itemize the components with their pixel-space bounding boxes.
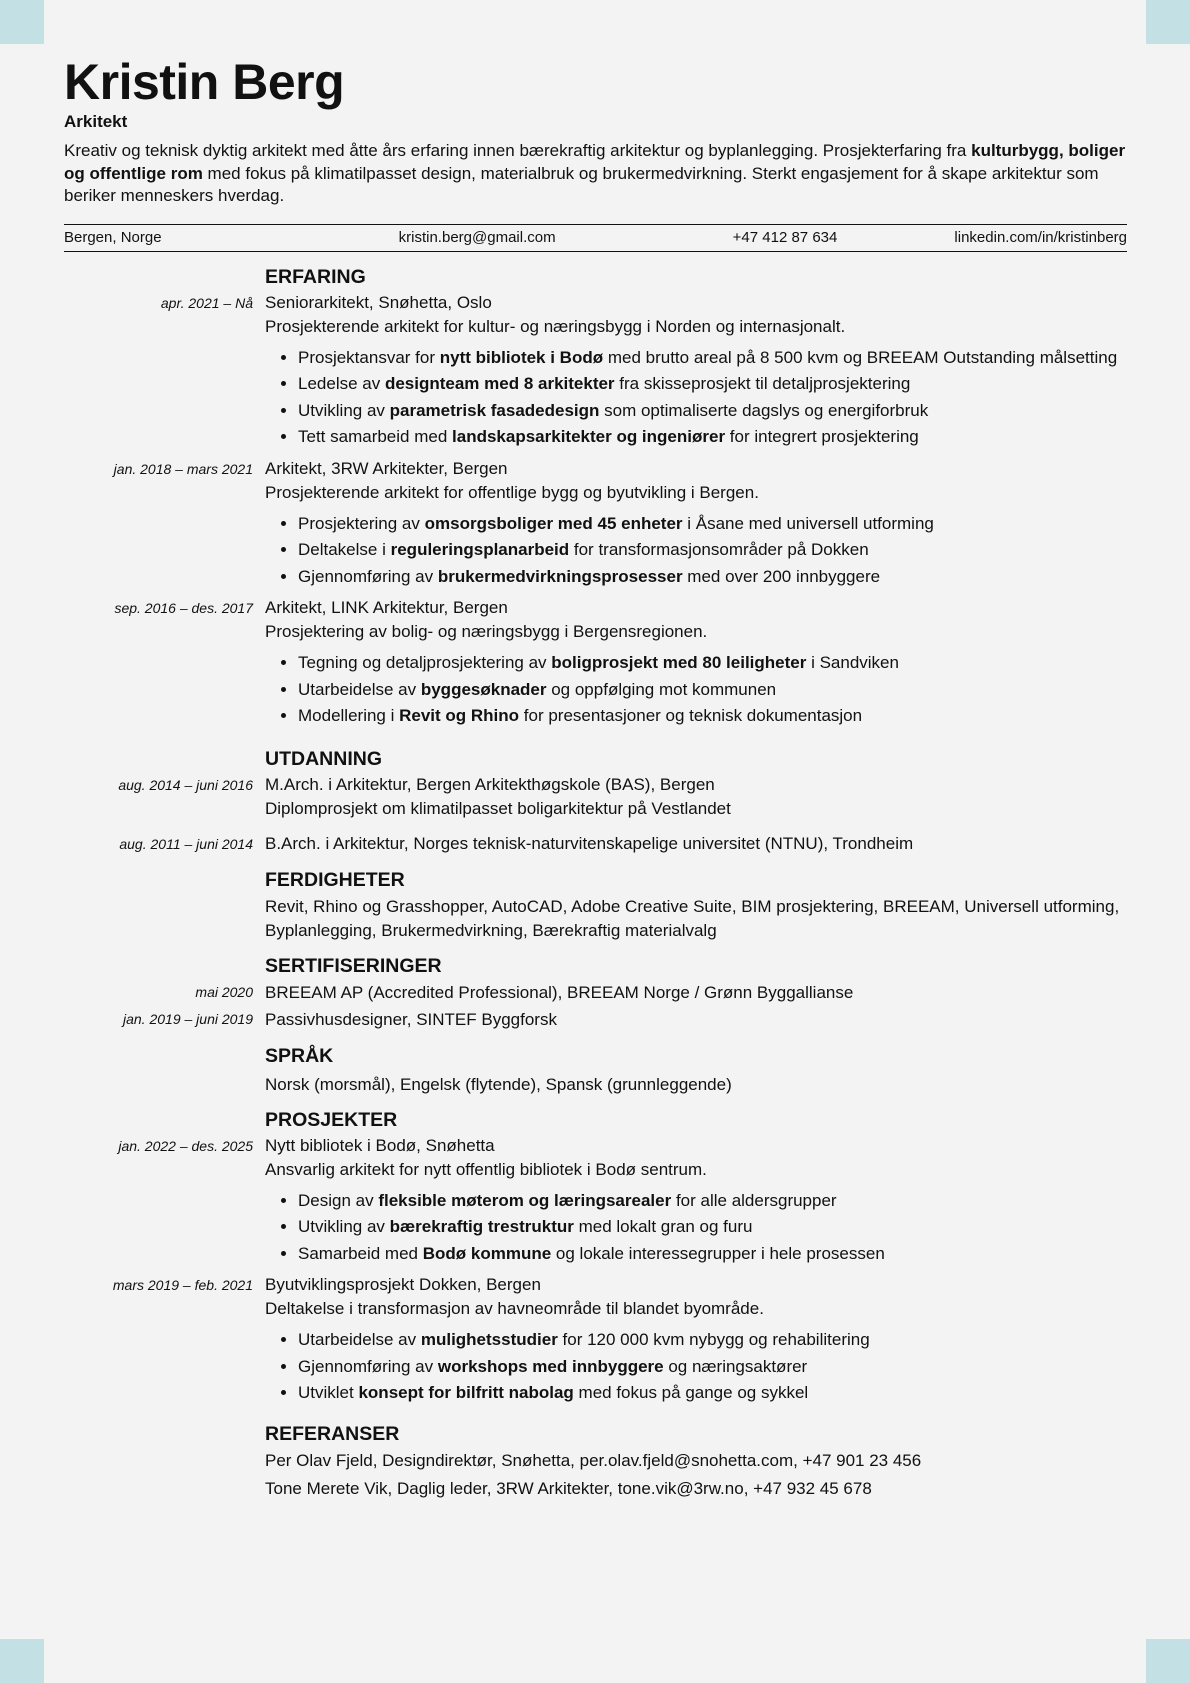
skills-list: Revit, Rhino og Grasshopper, AutoCAD, Adobe Creative Suite, BIM prosjektering, BREEAM, Universell utforming, Byplanlegging, Brukermedvirkning, Bærekraftig materialvalg — [265, 896, 1120, 940]
section-title: UTDANNING — [265, 747, 382, 770]
reference-item: Per Olav Fjeld, Designdirektør, Snøhetta, per.olav.fjeld@snohetta.com, +47 901 23 456 — [265, 1450, 922, 1470]
candidate-name: Kristin Berg — [64, 54, 345, 110]
entry-date: sep. 2016 – des. 2017 — [114, 600, 253, 616]
entry-heading: B.Arch. i Arkitektur, Norges teknisk-naturvitenskapelige universitet (NTNU), Trondheim — [265, 833, 914, 853]
contact-phone[interactable]: +47 412 87 634 — [732, 228, 838, 246]
bullet-highlight: parametrisk fasadedesign — [389, 400, 600, 420]
reference-item: Tone Merete Vik, Daglig leder, 3RW Arkitekter, tone.vik@3rw.no, +47 932 45 678 — [265, 1478, 872, 1498]
entry-date: aug. 2011 – juni 2014 — [119, 835, 253, 852]
entry-date: apr. 2021 – Nå — [160, 294, 253, 311]
bullet-highlight: bærekraftig trestruktur — [389, 1217, 574, 1236]
entry-description: Prosjektering av bolig- og næringsbygg i Bergensregionen. — [265, 622, 708, 641]
certification-entry — [64, 1006, 1127, 1033]
bullet-text: for transformasjonsområder på Dokken — [569, 540, 869, 559]
bullet-list — [265, 1327, 1127, 1407]
bullet-text: og næringsaktører — [663, 1356, 808, 1376]
certification-entry — [64, 979, 1127, 1006]
bullet-text: med lokalt gran og furu — [573, 1217, 753, 1236]
entry — [64, 1133, 1127, 1268]
bullet-text: for presentasjoner og teknisk dokumentasjon — [519, 706, 863, 725]
section-languages — [64, 1043, 1127, 1097]
bullet-highlight: reguleringsplanarbeid — [390, 540, 570, 559]
resume-page — [64, 52, 1127, 1503]
bullet-highlight: designteam med 8 arkitekter — [384, 374, 615, 393]
bullet-item — [298, 345, 1127, 372]
entry-description: Diplomprosjekt om klimatilpasset boligarkitektur på Vestlandet — [265, 798, 731, 818]
entry-heading: Byutviklingsprosjekt Dokken, Bergen — [265, 1275, 541, 1294]
candidate-role: Arkitekt — [64, 112, 128, 131]
section-title: SERTIFISERINGER — [265, 954, 442, 977]
contact-email[interactable]: kristin.berg@gmail.com — [398, 228, 556, 246]
bullet-text: Ledelse av — [298, 374, 385, 393]
bullet-text: Design av — [298, 1190, 379, 1210]
section-title: SPRÅK — [265, 1044, 334, 1067]
entry-date: jan. 2018 – mars 2021 — [113, 460, 253, 477]
bullet-item — [298, 1214, 1127, 1241]
bullet-item — [298, 1188, 1127, 1215]
bullet-text: fra skisseprosjekt til detaljprosjektering — [614, 374, 911, 393]
bullet-text: i Åsane med universell utforming — [682, 513, 934, 533]
entry — [64, 595, 1127, 730]
bullet-item — [298, 703, 1127, 730]
entry-heading: Passivhusdesigner, SINTEF Byggforsk — [265, 1009, 557, 1029]
bullet-text: Prosjektansvar for — [298, 347, 440, 367]
corner-decoration-bottom-right — [1146, 1639, 1190, 1683]
entry-heading: Seniorarkitekt, Snøhetta, Oslo — [265, 292, 492, 312]
bullet-item — [298, 564, 1127, 591]
languages-list: Norsk (morsmål), Engelsk (flytende), Spansk (grunnleggende) — [265, 1074, 732, 1094]
summary-text: med fokus på klimatilpasset design, materialbruk og brukermedvirkning. Sterkt engasjement for å skape arkitektur som beriker menneskers hverdag. — [64, 163, 1099, 205]
bullet-item — [298, 1241, 1127, 1268]
bullet-text: med brutto areal på 8 500 kvm og BREEAM Outstanding målsetting — [603, 347, 1118, 367]
bullet-text: Modellering i — [298, 706, 400, 725]
contact-bar — [64, 224, 1127, 252]
education-entry — [64, 772, 1127, 821]
entry-heading: BREEAM AP (Accredited Professional), BREEAM Norge / Grønn Byggallianse — [265, 982, 854, 1002]
bullet-text: Gjennomføring av — [298, 1356, 438, 1376]
bullet-list — [265, 650, 1127, 730]
entry-heading: Arkitekt, 3RW Arkitekter, Bergen — [265, 458, 508, 478]
bullet-item — [298, 537, 1127, 564]
bullet-highlight: konsept for bilfritt nabolag — [358, 1383, 574, 1402]
bullet-text: med over 200 innbyggere — [682, 566, 881, 586]
bullet-list — [265, 345, 1127, 451]
bullet-text: Gjennomføring av — [298, 566, 438, 586]
entry-description: Prosjekterende arkitekt for kultur- og næringsbygg i Norden og internasjonalt. — [265, 316, 846, 336]
entry-date: jan. 2019 – juni 2019 — [123, 1010, 253, 1027]
corner-decoration-top-left — [0, 0, 44, 44]
bullet-text: for integrert prosjektering — [725, 427, 919, 446]
summary — [64, 140, 1127, 208]
corner-decoration-top-right — [1146, 0, 1190, 44]
section-skills — [64, 867, 1127, 943]
bullet-text: og oppfølging mot kommunen — [546, 679, 777, 699]
entry-description: Deltakelse i transformasjon av havneområde til blandet byområde. — [265, 1299, 764, 1318]
bullet-text: i Sandviken — [806, 653, 899, 672]
bullet-highlight: omsorgsboliger med 45 enheter — [424, 513, 683, 533]
bullet-list — [265, 1188, 1127, 1268]
bullet-text: Utarbeidelse av — [298, 1330, 421, 1349]
bullet-item — [298, 371, 1127, 398]
bullet-text: og lokale interessegrupper i hele prosessen — [551, 1243, 885, 1263]
summary-text: Kreativ og teknisk dyktig arkitekt med åtte års erfaring innen bærekraftig arkitektur og byplanlegging. Prosjekterfaring fra — [64, 141, 972, 160]
section-references — [64, 1421, 1127, 1503]
bullet-item — [298, 1354, 1127, 1381]
section-title: PROSJEKTER — [265, 1108, 398, 1131]
education-entry — [64, 831, 1127, 857]
section-projects — [64, 1107, 1127, 1407]
bullet-text: Tegning og detaljprosjektering av — [298, 653, 552, 672]
bullet-text: Tett samarbeid med — [298, 427, 453, 446]
bullet-highlight: Bodø kommune — [422, 1243, 552, 1263]
bullet-text: Prosjektering av — [298, 513, 425, 533]
entry — [64, 1272, 1127, 1407]
bullet-item — [298, 650, 1127, 677]
entry-heading: Nytt bibliotek i Bodø, Snøhetta — [265, 1135, 495, 1155]
entry-date: aug. 2014 – juni 2016 — [118, 776, 253, 793]
bullet-item — [298, 677, 1127, 704]
entry-heading: M.Arch. i Arkitektur, Bergen Arkitekthøgskole (BAS), Bergen — [265, 774, 715, 794]
section-title: ERFARING — [265, 265, 366, 288]
bullet-text: Utarbeidelse av — [298, 679, 421, 699]
entry-heading: Arkitekt, LINK Arkitektur, Bergen — [265, 598, 508, 617]
bullet-highlight: landskapsarkitekter og ingeniører — [452, 427, 726, 446]
entry-date: jan. 2022 – des. 2025 — [118, 1137, 253, 1154]
section-title: FERDIGHETER — [265, 868, 405, 891]
bullet-text: Deltakelse i — [298, 540, 391, 559]
section-certifications — [64, 953, 1127, 1033]
entry — [64, 290, 1127, 451]
bullet-text: Utvikling av — [298, 400, 390, 420]
bullet-highlight: Revit og Rhino — [399, 706, 520, 725]
entry-date: mars 2019 – feb. 2021 — [112, 1277, 253, 1293]
bullet-text: Utvikling av — [298, 1217, 390, 1236]
bullet-text: Utviklet — [298, 1383, 359, 1402]
bullet-item — [298, 424, 1127, 451]
bullet-highlight: fleksible møterom og læringsarealer — [378, 1190, 672, 1210]
bullet-text: for alle aldersgrupper — [671, 1190, 837, 1210]
bullet-highlight: workshops med innbyggere — [437, 1356, 664, 1376]
bullet-text: for 120 000 kvm nybygg og rehabilitering — [557, 1330, 870, 1349]
entry-description: Prosjekterende arkitekt for offentlige bygg og byutvikling i Bergen. — [265, 482, 759, 502]
bullet-text: som optimaliserte dagslys og energiforbruk — [599, 400, 929, 420]
bullet-list — [265, 511, 1127, 591]
entry-date: mai 2020 — [195, 983, 253, 1000]
bullet-item — [298, 1327, 1127, 1354]
bullet-item — [298, 398, 1127, 425]
bullet-highlight: brukermedvirkningsprosesser — [437, 566, 683, 586]
bullet-highlight: boligprosjekt med 80 leiligheter — [551, 653, 807, 672]
contact-linkedin[interactable]: linkedin.com/in/kristinberg — [954, 228, 1127, 246]
entry-description: Ansvarlig arkitekt for nytt offentlig bibliotek i Bodø sentrum. — [265, 1159, 707, 1179]
bullet-item — [298, 511, 1127, 538]
section-experience — [64, 264, 1127, 730]
bullet-text: Samarbeid med — [298, 1243, 423, 1263]
section-title: REFERANSER — [265, 1422, 400, 1445]
corner-decoration-bottom-left — [0, 1639, 44, 1683]
bullet-item — [298, 1380, 1127, 1407]
section-education — [64, 746, 1127, 857]
bullet-text: med fokus på gange og sykkel — [573, 1383, 809, 1402]
bullet-highlight: mulighetsstudier — [420, 1330, 558, 1349]
bullet-highlight: byggesøknader — [420, 679, 547, 699]
summary-highlight: kulturbygg, boliger og offentlige rom — [64, 141, 1126, 183]
contact-location: Bergen, Norge — [64, 228, 162, 246]
entry — [64, 456, 1127, 591]
bullet-highlight: nytt bibliotek i Bodø — [439, 347, 604, 367]
